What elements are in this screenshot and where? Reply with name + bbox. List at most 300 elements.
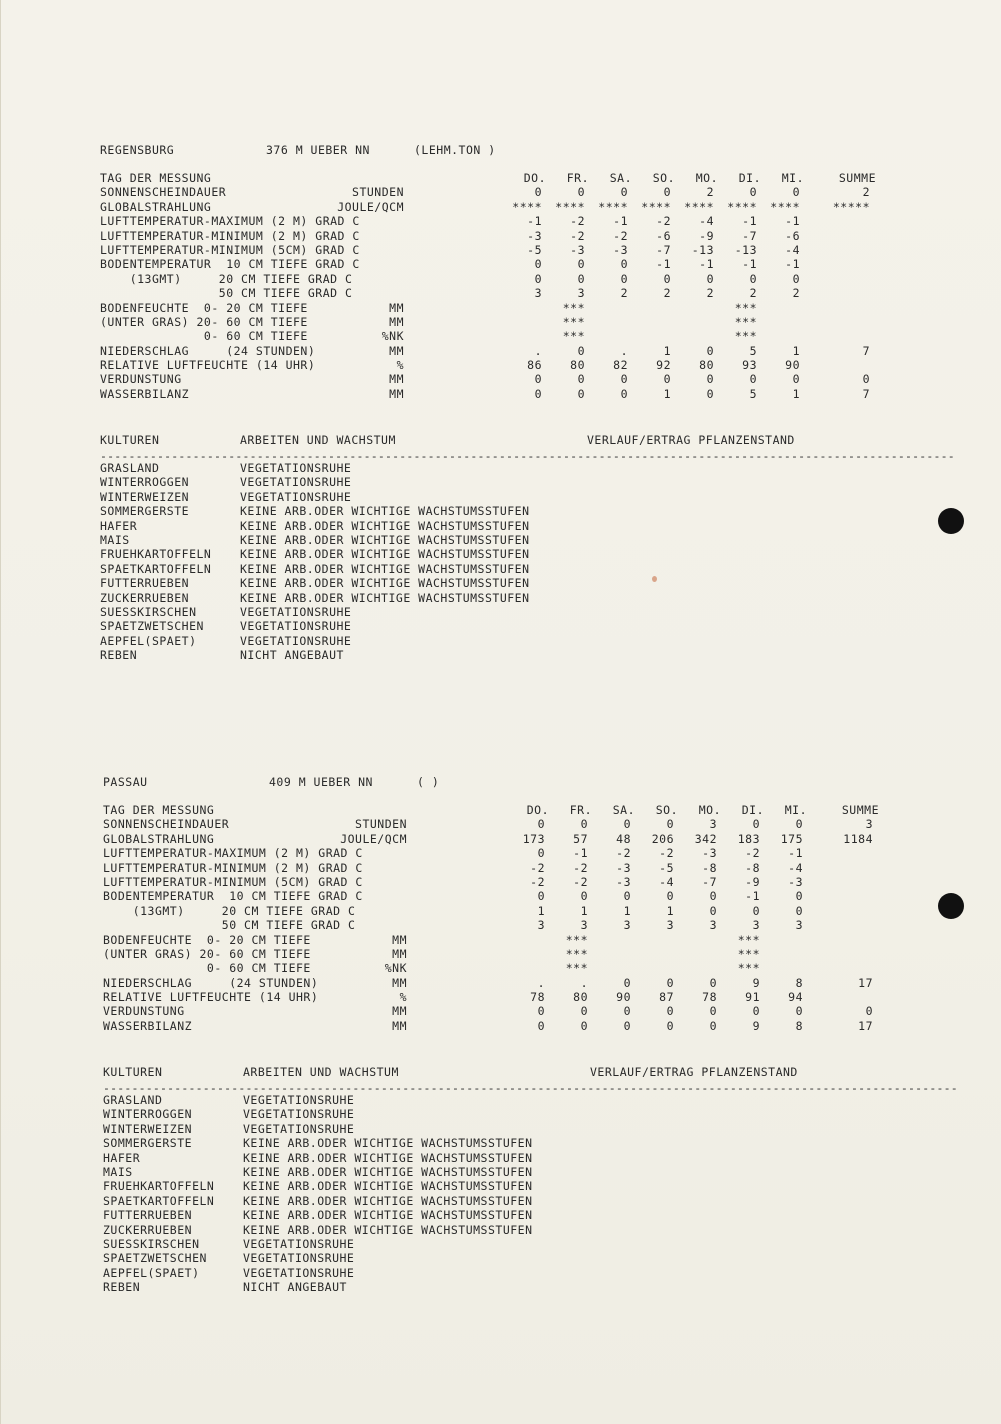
- cell-value: 5: [749, 386, 757, 401]
- cell-value: 0: [620, 185, 628, 200]
- crop-row: [100, 519, 880, 533]
- cell-value: 87: [659, 990, 674, 1005]
- crop-activity: KEINE ARB.ODER WICHTIGE WACHSTUMSSTUFEN: [243, 1150, 533, 1165]
- table-title: TAG DER MESSUNG: [103, 803, 215, 817]
- cell-value: 0: [620, 271, 628, 286]
- crop-row: [100, 461, 880, 475]
- cell-sum: 2: [862, 185, 870, 200]
- station-height: 409 M UEBER NN: [269, 775, 373, 789]
- crop-name: FUTTERRUEBEN: [103, 1208, 193, 1223]
- crop-activity: VEGETATIONSRUHE: [240, 633, 352, 648]
- cell-value: -7: [702, 874, 717, 889]
- cell-value: 0: [666, 889, 674, 904]
- cell-value: 0: [534, 185, 542, 200]
- crop-activity: VEGETATIONSRUHE: [243, 1251, 355, 1266]
- cell-sum: 0: [865, 1004, 873, 1019]
- cell-value: ****: [555, 199, 585, 214]
- crop-activity: KEINE ARB.ODER WICHTIGE WACHSTUMSSTUFEN: [240, 561, 530, 576]
- cell-value: ***: [734, 314, 757, 329]
- cell-value: 80: [573, 990, 588, 1005]
- cell-value: 0: [706, 386, 714, 401]
- cell-value: -1: [788, 846, 803, 861]
- cell-value: 1: [792, 386, 800, 401]
- cell-value: 0: [752, 903, 760, 918]
- row-label: (13GMT) 20 CM TIEFE GRAD C: [103, 903, 356, 918]
- crop-row: [103, 1280, 883, 1294]
- row-label: 50 CM TIEFE GRAD C: [100, 286, 353, 301]
- cell-value: ***: [565, 946, 588, 961]
- sum-header: SUMME: [838, 171, 876, 185]
- cell-value: -2: [656, 214, 671, 229]
- cell-value: 2: [792, 286, 800, 301]
- cell-value: 0: [792, 372, 800, 387]
- row-unit: MM: [389, 300, 404, 315]
- cell-value: -4: [699, 214, 714, 229]
- crop-activity: KEINE ARB.ODER WICHTIGE WACHSTUMSSTUFEN: [243, 1179, 533, 1194]
- crop-name: REBEN: [100, 648, 138, 663]
- day-header: SA.: [609, 171, 632, 185]
- cell-value: -3: [527, 228, 542, 243]
- crop-activity: KEINE ARB.ODER WICHTIGE WACHSTUMSSTUFEN: [243, 1136, 533, 1151]
- crop-row: [103, 1179, 883, 1193]
- crop-activity: KEINE ARB.ODER WICHTIGE WACHSTUMSSTUFEN: [240, 547, 530, 562]
- row-unit: MM: [392, 932, 407, 947]
- crop-name: SOMMERGERSTE: [100, 504, 190, 519]
- cell-value: -1: [745, 889, 760, 904]
- cell-value: 2: [620, 286, 628, 301]
- crop-row: [100, 605, 880, 619]
- cell-value: 0: [620, 386, 628, 401]
- measurement-row: [100, 344, 880, 358]
- crop-activity: VEGETATIONSRUHE: [243, 1093, 355, 1107]
- cell-value: 0: [534, 372, 542, 387]
- row-label: (UNTER GRAS) 20- 60 CM TIEFE: [103, 946, 311, 961]
- cell-value: ***: [737, 946, 760, 961]
- row-label: VERDUNSTUNG: [103, 1004, 185, 1019]
- crop-row: [103, 1266, 883, 1280]
- cell-value: -4: [659, 874, 674, 889]
- crop-row: [100, 576, 880, 590]
- measurement-row: [100, 329, 880, 343]
- row-unit: %NK: [381, 329, 404, 344]
- cell-value: .: [534, 343, 542, 358]
- cell-value: 0: [663, 372, 671, 387]
- cell-value: 0: [749, 185, 757, 200]
- crop-row: [103, 1223, 883, 1237]
- cell-sum: 7: [862, 343, 870, 358]
- crop-row: [100, 634, 880, 648]
- crops-col-verlauf: VERLAUF/ERTRAG PFLANZENSTAND: [587, 433, 795, 447]
- cell-value: 1: [666, 903, 674, 918]
- row-label: 0- 60 CM TIEFE: [103, 961, 311, 976]
- cell-value: -1: [699, 257, 714, 272]
- cell-value: 86: [527, 358, 542, 373]
- cell-value: 0: [623, 817, 631, 832]
- row-label: BODENFEUCHTE 0- 20 CM TIEFE: [103, 932, 311, 947]
- measurement-row: [103, 861, 883, 875]
- row-label: LUFTTEMPERATUR-MAXIMUM (2 M) GRAD C: [100, 214, 360, 229]
- cell-value: 0: [709, 903, 717, 918]
- crop-activity: KEINE ARB.ODER WICHTIGE WACHSTUMSSTUFEN: [243, 1164, 533, 1179]
- crop-row: [103, 1165, 883, 1179]
- crop-name: WINTERROGGEN: [100, 475, 190, 490]
- cell-sum: 3: [865, 817, 873, 832]
- crop-row: [100, 648, 880, 662]
- crop-name: WINTERWEIZEN: [103, 1121, 193, 1136]
- day-header: FR.: [566, 171, 589, 185]
- measurement-table: [100, 171, 880, 401]
- crop-name: FUTTERRUEBEN: [100, 576, 190, 591]
- punch-hole-bottom: [938, 893, 964, 919]
- day-header: DO.: [526, 803, 549, 817]
- cell-value: 0: [620, 372, 628, 387]
- cell-value: 1: [623, 903, 631, 918]
- cell-value: 0: [537, 817, 545, 832]
- cell-value: -9: [745, 874, 760, 889]
- row-label: GLOBALSTRAHLUNG: [103, 831, 215, 846]
- crop-name: SPAETZWETSCHEN: [100, 619, 204, 634]
- cell-value: ****: [684, 199, 714, 214]
- measurement-row: [103, 1019, 883, 1033]
- cell-value: -2: [530, 874, 545, 889]
- cell-value: 0: [537, 889, 545, 904]
- cell-value: -1: [742, 214, 757, 229]
- cell-value: 48: [616, 831, 631, 846]
- row-unit: MM: [392, 1004, 407, 1019]
- cell-value: ***: [734, 300, 757, 315]
- cell-value: 3: [580, 918, 588, 933]
- cell-value: -2: [570, 228, 585, 243]
- cell-value: 0: [577, 271, 585, 286]
- cell-value: 0: [749, 372, 757, 387]
- crop-name: FRUEHKARTOFFELN: [100, 547, 212, 562]
- crop-activity: VEGETATIONSRUHE: [243, 1265, 355, 1280]
- cell-value: 2: [663, 286, 671, 301]
- cell-value: 0: [666, 1004, 674, 1019]
- cell-value: -5: [527, 242, 542, 257]
- row-unit: %: [399, 990, 407, 1005]
- cell-value: 0: [795, 903, 803, 918]
- day-header: DI.: [738, 171, 761, 185]
- crop-activity: KEINE ARB.ODER WICHTIGE WACHSTUMSSTUFEN: [240, 504, 530, 519]
- cell-value: 5: [749, 343, 757, 358]
- crop-activity: VEGETATIONSRUHE: [240, 619, 352, 634]
- cell-value: -3: [616, 874, 631, 889]
- cell-sum: 0: [862, 372, 870, 387]
- cell-value: 0: [795, 889, 803, 904]
- cell-value: 3: [623, 918, 631, 933]
- cell-value: 0: [623, 1018, 631, 1033]
- cell-value: -8: [702, 860, 717, 875]
- cell-value: 0: [752, 817, 760, 832]
- cell-value: ***: [737, 961, 760, 976]
- station-height: 376 M UEBER NN: [266, 143, 370, 157]
- crop-activity: VEGETATIONSRUHE: [243, 1236, 355, 1251]
- cell-value: -1: [573, 846, 588, 861]
- cell-value: 82: [613, 358, 628, 373]
- crop-activity: VEGETATIONSRUHE: [240, 489, 352, 504]
- measurement-row: [103, 947, 883, 961]
- measurement-row: [103, 990, 883, 1004]
- cell-value: -2: [573, 860, 588, 875]
- cell-value: 0: [537, 846, 545, 861]
- row-label: NIEDERSCHLAG (24 STUNDEN): [103, 975, 319, 990]
- row-unit: STUNDEN: [352, 185, 404, 200]
- cell-value: 0: [666, 817, 674, 832]
- row-unit: MM: [392, 946, 407, 961]
- cell-value: 93: [742, 358, 757, 373]
- punch-hole-top: [938, 508, 964, 534]
- cell-value: -13: [734, 242, 757, 257]
- cell-value: 94: [788, 990, 803, 1005]
- measurement-row: [100, 286, 880, 300]
- station-soil: (LEHM.TON ): [414, 143, 496, 157]
- measurement-row: [100, 229, 880, 243]
- cell-value: 0: [709, 889, 717, 904]
- row-label: BODENTEMPERATUR 10 CM TIEFE GRAD C: [100, 257, 360, 272]
- cell-value: 3: [795, 918, 803, 933]
- measurement-row: [100, 358, 880, 372]
- crop-row: [103, 1208, 883, 1222]
- cell-value: -2: [745, 846, 760, 861]
- cell-value: 80: [699, 358, 714, 373]
- crop-row: [100, 547, 880, 561]
- row-label: LUFTTEMPERATUR-MINIMUM (5CM) GRAD C: [103, 874, 363, 889]
- cell-value: -2: [659, 846, 674, 861]
- cell-value: 3: [752, 918, 760, 933]
- cell-value: 2: [749, 286, 757, 301]
- day-header: MI.: [784, 803, 807, 817]
- cell-value: 0: [663, 271, 671, 286]
- cell-value: -2: [616, 846, 631, 861]
- cell-value: -1: [785, 214, 800, 229]
- row-label: RELATIVE LUFTFEUCHTE (14 UHR): [103, 990, 319, 1005]
- cell-value: 0: [577, 257, 585, 272]
- crop-name: SPAETZWETSCHEN: [103, 1251, 207, 1266]
- crops-col-arbeiten: ARBEITEN UND WACHSTUM: [240, 433, 396, 447]
- row-unit: MM: [389, 372, 404, 387]
- row-unit: %NK: [384, 961, 407, 976]
- row-label: VERDUNSTUNG: [100, 372, 182, 387]
- cell-value: 3: [537, 918, 545, 933]
- cell-value: -6: [785, 228, 800, 243]
- cell-value: 0: [577, 386, 585, 401]
- cell-value: 90: [616, 990, 631, 1005]
- crop-name: AEPFEL(SPAET): [103, 1265, 200, 1280]
- crop-name: MAIS: [103, 1164, 133, 1179]
- cell-value: 0: [577, 185, 585, 200]
- cell-value: 1: [663, 343, 671, 358]
- crop-row: [100, 475, 880, 489]
- cell-value: ****: [727, 199, 757, 214]
- cell-value: -8: [745, 860, 760, 875]
- measurement-row: [100, 372, 880, 386]
- row-unit: STUNDEN: [355, 817, 407, 832]
- crop-row: [100, 562, 880, 576]
- cell-value: 80: [570, 358, 585, 373]
- measurement-row: [100, 243, 880, 257]
- cell-value: ***: [565, 932, 588, 947]
- cell-value: 0: [666, 975, 674, 990]
- crop-row: [100, 619, 880, 633]
- cell-value: 9: [752, 1018, 760, 1033]
- crop-name: SOMMERGERSTE: [103, 1136, 193, 1151]
- crop-activity: NICHT ANGEBAUT: [240, 648, 344, 663]
- crop-activity: VEGETATIONSRUHE: [243, 1121, 355, 1136]
- crop-row: [103, 1151, 883, 1165]
- cell-sum: 17: [858, 1018, 873, 1033]
- cell-value: 0: [620, 257, 628, 272]
- crop-activity: KEINE ARB.ODER WICHTIGE WACHSTUMSSTUFEN: [243, 1208, 533, 1223]
- cell-value: 90: [785, 358, 800, 373]
- crop-row: [100, 591, 880, 605]
- cell-value: 3: [709, 817, 717, 832]
- row-label: LUFTTEMPERATUR-MINIMUM (5CM) GRAD C: [100, 242, 360, 257]
- row-label: LUFTTEMPERATUR-MAXIMUM (2 M) GRAD C: [103, 846, 363, 861]
- crop-name: WINTERWEIZEN: [100, 489, 190, 504]
- row-label: LUFTTEMPERATUR-MINIMUM (2 M) GRAD C: [100, 228, 360, 243]
- cell-value: 2: [706, 185, 714, 200]
- cell-value: 0: [580, 1018, 588, 1033]
- cell-value: 0: [534, 386, 542, 401]
- cell-value: 0: [623, 1004, 631, 1019]
- crop-activity: KEINE ARB.ODER WICHTIGE WACHSTUMSSTUFEN: [240, 518, 530, 533]
- cell-value: 9: [752, 975, 760, 990]
- cell-value: -3: [570, 242, 585, 257]
- station-name: PASSAU: [103, 775, 148, 789]
- cell-value: -4: [785, 242, 800, 257]
- cell-value: -2: [570, 214, 585, 229]
- cell-value: ****: [512, 199, 542, 214]
- cell-value: 342: [694, 831, 717, 846]
- cell-value: 0: [577, 372, 585, 387]
- measurement-row: [100, 315, 880, 329]
- station-name: REGENSBURG: [100, 143, 175, 157]
- cell-value: -7: [656, 242, 671, 257]
- cell-value: .: [537, 975, 545, 990]
- crops-col-arbeiten: ARBEITEN UND WACHSTUM: [243, 1065, 399, 1079]
- cell-value: -1: [742, 257, 757, 272]
- cell-value: ***: [737, 932, 760, 947]
- crop-name: MAIS: [100, 532, 130, 547]
- day-header: MO.: [698, 803, 721, 817]
- cell-value: 78: [530, 990, 545, 1005]
- cell-value: -2: [530, 860, 545, 875]
- crop-row: [103, 1194, 883, 1208]
- crops-header: [100, 433, 880, 449]
- row-unit: MM: [389, 314, 404, 329]
- cell-value: -2: [573, 874, 588, 889]
- crop-activity: VEGETATIONSRUHE: [240, 604, 352, 619]
- measurement-row: [100, 185, 880, 199]
- row-label: WASSERBILANZ: [103, 1018, 193, 1033]
- cell-value: 0: [709, 1018, 717, 1033]
- crop-row: [100, 504, 880, 518]
- row-unit: MM: [389, 386, 404, 401]
- crop-name: WINTERROGGEN: [103, 1107, 193, 1122]
- measurement-row: [100, 301, 880, 315]
- cell-value: 206: [651, 831, 674, 846]
- crops-col-kulturen: KULTUREN: [100, 433, 160, 447]
- row-label: SONNENSCHEINDAUER: [100, 185, 227, 200]
- crop-name: SUESSKIRSCHEN: [103, 1236, 200, 1251]
- measurement-row: [103, 918, 883, 932]
- cell-value: 3: [709, 918, 717, 933]
- cell-value: ***: [562, 300, 585, 315]
- measurement-row: [103, 875, 883, 889]
- cell-value: 2: [706, 286, 714, 301]
- measurement-row: [100, 257, 880, 271]
- crop-name: AEPFEL(SPAET): [100, 633, 197, 648]
- measurement-row: [100, 214, 880, 228]
- row-unit: %: [396, 358, 404, 373]
- row-label: NIEDERSCHLAG (24 STUNDEN): [100, 343, 316, 358]
- crop-activity: VEGETATIONSRUHE: [240, 475, 352, 490]
- crop-activity: VEGETATIONSRUHE: [243, 1107, 355, 1122]
- cell-value: 0: [792, 185, 800, 200]
- cell-value: -1: [613, 214, 628, 229]
- cell-value: 0: [580, 889, 588, 904]
- crop-row: [103, 1122, 883, 1136]
- cell-value: 173: [522, 831, 545, 846]
- cell-value: 0: [663, 185, 671, 200]
- crop-name: ZUCKERRUEBEN: [100, 590, 190, 605]
- crop-activity: VEGETATIONSRUHE: [240, 461, 352, 475]
- crop-name: SPAETKARTOFFELN: [100, 561, 212, 576]
- cell-value: 0: [749, 271, 757, 286]
- row-label: 50 CM TIEFE GRAD C: [103, 918, 356, 933]
- cell-value: 0: [537, 1018, 545, 1033]
- table-title: TAG DER MESSUNG: [100, 171, 212, 185]
- crop-row: [100, 490, 880, 504]
- sum-header: SUMME: [841, 803, 879, 817]
- measurement-row: [103, 817, 883, 831]
- day-header: SO.: [652, 171, 675, 185]
- cell-value: ****: [641, 199, 671, 214]
- cell-value: 8: [795, 1018, 803, 1033]
- day-header: FR.: [569, 803, 592, 817]
- cell-value: 0: [792, 271, 800, 286]
- cell-value: -9: [699, 228, 714, 243]
- crop-name: REBEN: [103, 1280, 141, 1295]
- cell-value: 1: [792, 343, 800, 358]
- crop-activity: NICHT ANGEBAUT: [243, 1280, 347, 1295]
- row-label: 0- 60 CM TIEFE: [100, 329, 308, 344]
- day-header: DO.: [523, 171, 546, 185]
- cell-value: 0: [580, 1004, 588, 1019]
- cell-sum: *****: [832, 199, 870, 214]
- crop-activity: KEINE ARB.ODER WICHTIGE WACHSTUMSSTUFEN: [240, 590, 530, 605]
- crop-row: [103, 1107, 883, 1121]
- cell-value: -7: [742, 228, 757, 243]
- cell-value: ***: [565, 961, 588, 976]
- cell-value: 1: [580, 903, 588, 918]
- cell-value: 0: [752, 1004, 760, 1019]
- cell-value: -1: [656, 257, 671, 272]
- cell-value: 3: [577, 286, 585, 301]
- measurement-row: [103, 933, 883, 947]
- cell-sum: 7: [862, 386, 870, 401]
- cell-value: -5: [659, 860, 674, 875]
- cell-value: ****: [598, 199, 628, 214]
- day-header: MI.: [781, 171, 804, 185]
- row-unit: MM: [392, 975, 407, 990]
- cell-value: -3: [616, 860, 631, 875]
- row-unit: MM: [392, 1018, 407, 1033]
- cell-value: -3: [702, 846, 717, 861]
- cell-value: 175: [780, 831, 803, 846]
- cell-value: 3: [534, 286, 542, 301]
